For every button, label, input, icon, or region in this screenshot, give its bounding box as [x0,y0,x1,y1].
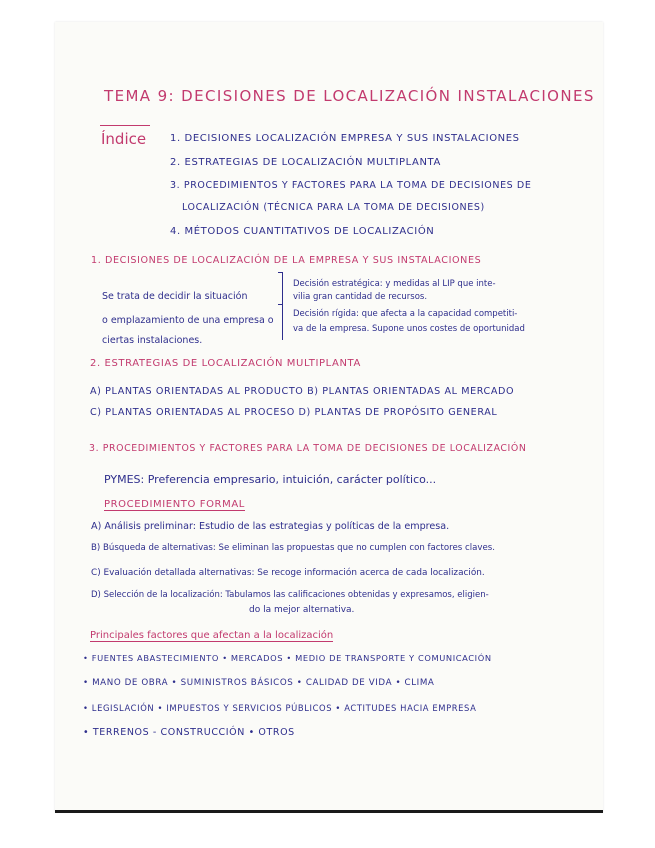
index-item-2: 2. ESTRATEGIAS DE LOCALIZACIÓN MULTIPLANTA [170,157,441,168]
section1-right-line-4: va de la empresa. Supone unos costes de oportunidad [293,324,525,334]
section1-brace [282,272,289,340]
step-a: A) Análisis preliminar: Estudio de las estrategias y políticas de la empresa. [91,521,450,532]
formal-procedure-heading: PROCEDIMIENTO FORMAL [104,499,245,510]
section1-left-line-2: o emplazamiento de una empresa o [102,315,274,326]
index-label: Índice [101,130,147,148]
section1-right-line-1: Decisión estratégica: y medidas al LIP que inte- [293,279,496,289]
pymes-line: PYMES: Preferencia empresario, intuición, carácter político... [104,473,437,486]
step-b: B) Búsqueda de alternativas: Se eliminan las propuestas que no cumplen con factores claves. [91,543,495,553]
index-item-3-cont: LOCALIZACIÓN (TÉCNICA PARA LA TOMA DE DECISIONES) [182,202,485,213]
step-c: C) Evaluación detallada alternativas: Se recoge información acerca de cada localización. [91,568,485,578]
factors-row-2: • MANO DE OBRA • SUMINISTROS BÁSICOS • CALIDAD DE VIDA • CLIMA [83,678,435,688]
section2-line-2: C) PLANTAS ORIENTADAS AL PROCESO D) PLANTAS DE PROPÓSITO GENERAL [90,407,498,418]
step-d: D) Selección de la localización: Tabulamos las calificaciones obtenidas y expresamos, eligien- [91,590,489,600]
index-box-line [100,125,150,126]
section1-right-line-3: Decisión rígida: que afecta a la capacidad competiti- [293,309,518,319]
index-item-1: 1. DECISIONES LOCALIZACIÓN EMPRESA Y SUS INSTALACIONES [170,133,520,144]
section1-right-line-2: vilia gran cantidad de recursos. [293,292,428,302]
section2-line-1: A) PLANTAS ORIENTADAS AL PRODUCTO B) PLANTAS ORIENTADAS AL MERCADO [90,386,515,397]
factors-row-1: • FUENTES ABASTECIMIENTO • MERCADOS • MEDIO DE TRANSPORTE Y COMUNICACIÓN [83,653,492,663]
section1-left-line-1: Se trata de decidir la situación [102,291,248,302]
index-item-3: 3. PROCEDIMIENTOS Y FACTORES PARA LA TOMA DE DECISIONES DE [170,180,532,191]
page-bottom-edge [55,810,603,813]
section2-heading: 2. ESTRATEGIAS DE LOCALIZACIÓN MULTIPLANTA [90,358,361,369]
section1-left-line-3: ciertas instalaciones. [102,335,203,346]
factors-row-4: • TERRENOS - CONSTRUCCIÓN • OTROS [83,727,295,738]
factors-row-3: • LEGISLACIÓN • IMPUESTOS Y SERVICIOS PÚBLICOS • ACTITUDES HACIA EMPRESA [83,703,477,713]
section3-heading: 3. PROCEDIMIENTOS Y FACTORES PARA LA TOMA DE DECISIONES DE LOCALIZACIÓN [89,443,527,454]
page-title: TEMA 9: DECISIONES DE LOCALIZACIÓN INSTALACIONES [104,87,595,105]
step-d-cont: do la mejor alternativa. [249,605,355,615]
index-item-4: 4. MÉTODOS CUANTITATIVOS DE LOCALIZACIÓN [170,226,435,237]
section1-heading: 1. DECISIONES DE LOCALIZACIÓN DE LA EMPRESA Y SUS INSTALACIONES [91,255,482,266]
factors-heading: Principales factores que afectan a la localización [90,630,334,641]
